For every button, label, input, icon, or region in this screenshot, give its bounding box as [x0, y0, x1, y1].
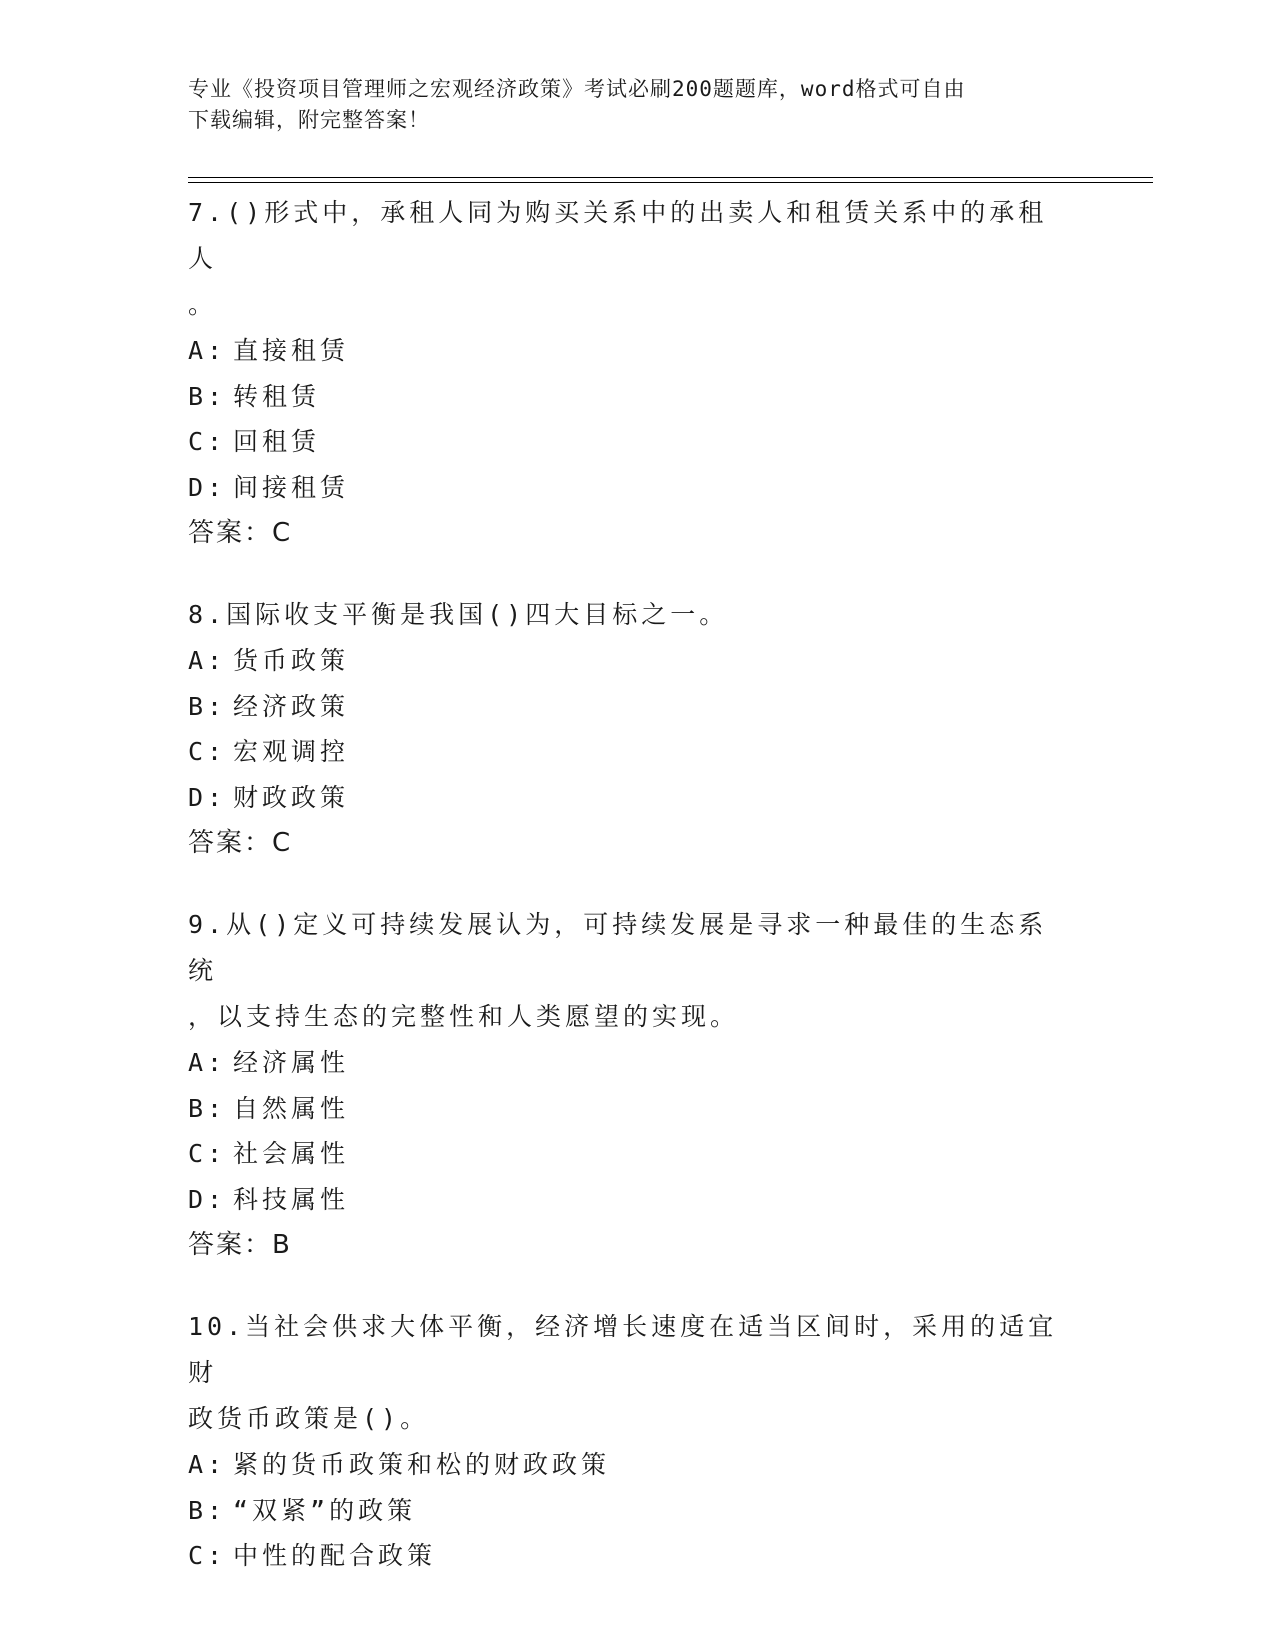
answer-line: 答案：C — [188, 828, 293, 858]
question-8 — [188, 592, 1068, 866]
option-d — [188, 1177, 1068, 1223]
option-key: C: — [188, 737, 227, 766]
header-divider-bottom — [188, 182, 1153, 183]
header-divider-top — [188, 177, 1153, 178]
option-key: C: — [188, 427, 227, 456]
option-key: D: — [188, 782, 227, 812]
option-key: A: — [188, 1450, 227, 1479]
option-key: A: — [188, 336, 227, 365]
option-b — [188, 374, 1068, 420]
option-key: B: — [188, 381, 227, 411]
option-c — [188, 1533, 1068, 1579]
option-text: 科技属性 — [233, 1184, 350, 1214]
document-header — [188, 74, 1068, 136]
option-key: C: — [188, 1139, 227, 1168]
option-key: C: — [188, 1541, 227, 1570]
option-a — [188, 1442, 1068, 1488]
answer-line: 答案：B — [188, 1230, 292, 1260]
question-stem-line: 。 — [188, 290, 218, 319]
option-text: 财政政策 — [233, 782, 350, 812]
option-key: D: — [188, 1184, 227, 1214]
option-text: 转租赁 — [233, 381, 321, 411]
option-c — [188, 419, 1068, 465]
question-9 — [188, 902, 1068, 1268]
option-d — [188, 465, 1068, 511]
answer-line: 答案：C — [188, 518, 293, 548]
option-text: 中性的配合政策 — [233, 1541, 437, 1570]
option-text: 自然属性 — [233, 1093, 350, 1123]
option-text: 社会属性 — [233, 1139, 350, 1168]
option-text: 回租赁 — [233, 427, 321, 456]
option-key: B: — [188, 1093, 227, 1123]
option-text: 经济政策 — [233, 691, 350, 721]
option-key: A: — [188, 1048, 227, 1077]
header-line-2: 下载编辑，附完整答案！ — [188, 108, 430, 132]
option-text: “双紧”的政策 — [233, 1495, 417, 1525]
option-key: A: — [188, 646, 227, 675]
option-d — [188, 775, 1068, 821]
option-key: B: — [188, 1495, 227, 1525]
option-text: 直接租赁 — [233, 336, 350, 365]
option-c — [188, 1131, 1068, 1177]
question-stem-line: 9.从()定义可持续发展认为，可持续发展是寻求一种最佳的生态系统 — [188, 910, 1048, 985]
question-stem-line: 政货币政策是()。 — [188, 1404, 430, 1433]
question-stem-line: 7.()形式中，承租人同为购买关系中的出卖人和租赁关系中的承租人 — [188, 198, 1048, 273]
question-7 — [188, 190, 1068, 556]
option-b — [188, 1488, 1068, 1534]
option-text: 货币政策 — [233, 646, 350, 675]
option-key: D: — [188, 472, 227, 502]
option-b — [188, 1086, 1068, 1132]
question-10 — [188, 1304, 1068, 1579]
header-line-1: 专业《投资项目管理师之宏观经济政策》考试必刷200题题库，word格式可自由 — [188, 77, 966, 101]
option-text: 宏观调控 — [233, 737, 350, 766]
question-stem-line: ，以支持生态的完整性和人类愿望的实现。 — [188, 1002, 740, 1031]
option-text: 紧的货币政策和松的财政政策 — [233, 1450, 611, 1479]
question-stem-line: 10.当社会供求大体平衡，经济增长速度在适当区间时，采用的适宜财 — [188, 1312, 1058, 1387]
option-c — [188, 729, 1068, 775]
option-a — [188, 328, 1068, 374]
option-key: B: — [188, 691, 227, 721]
question-stem-line: 8.国际收支平衡是我国()四大目标之一。 — [188, 600, 729, 629]
question-list — [188, 190, 1068, 1615]
option-a — [188, 1040, 1068, 1086]
option-text: 间接租赁 — [233, 472, 350, 502]
option-a — [188, 638, 1068, 684]
option-b — [188, 684, 1068, 730]
option-text: 经济属性 — [233, 1048, 350, 1077]
